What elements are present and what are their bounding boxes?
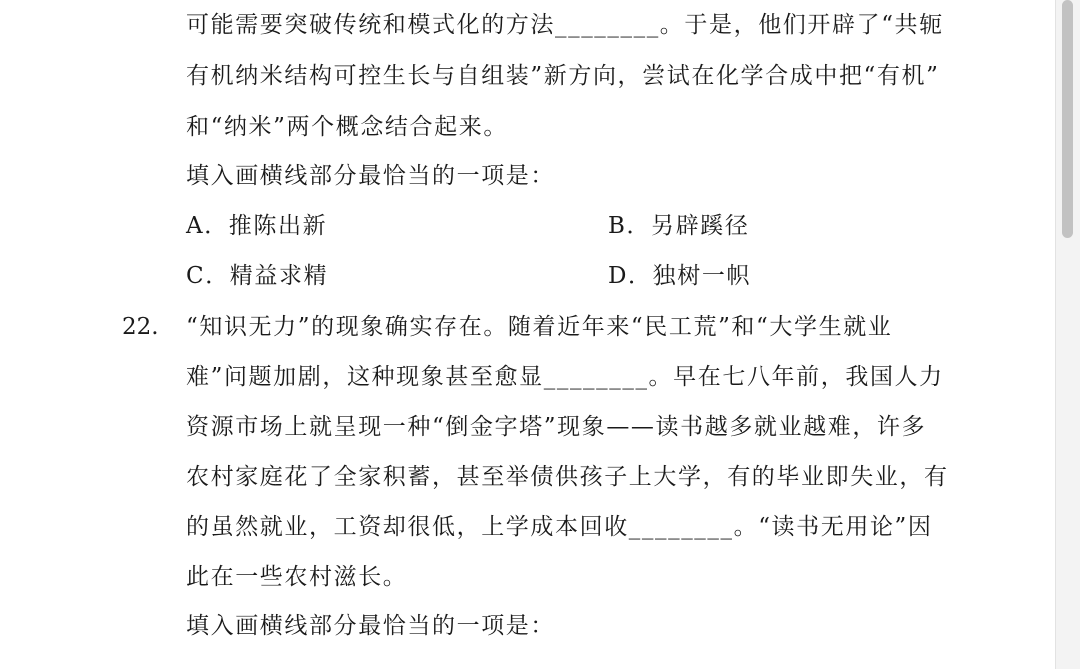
q21-option-a: A．推陈出新 <box>186 213 328 239</box>
q22-prompt: 填入画横线部分最恰当的一项是： <box>186 613 555 639</box>
scrollbar-thumb[interactable] <box>1062 0 1073 238</box>
q22-text-line-2: 难”问题加剧，这种现象甚至愈显________。早在七八年前，我国人力 <box>186 364 944 390</box>
q21-text-line-3: 和“纳米”两个概念结合起来。 <box>186 114 508 140</box>
q22-text-line-1: “知识无力”的现象确实存在。随着近年来“民工荒”和“大学生就业 <box>186 314 893 340</box>
q21-option-d: D．独树一帜 <box>608 263 752 289</box>
q21-text-line-2: 有机纳米结构可控生长与自组装”新方向，尝试在化学合成中把“有机” <box>186 63 940 89</box>
q22-text-line-3: 资源市场上就呈现一种“倒金字塔”现象——读书越多就业越难，许多 <box>186 414 927 440</box>
q22-number: 22. <box>122 314 159 340</box>
q21-prompt: 填入画横线部分最恰当的一项是： <box>186 163 555 189</box>
vertical-scrollbar[interactable] <box>1055 0 1080 669</box>
q22-text-line-4: 农村家庭花了全家积蓄，甚至举债供孩子上大学，有的毕业即失业，有 <box>186 464 949 490</box>
q21-option-c: C．精益求精 <box>186 263 329 289</box>
q22-text-line-6: 此在一些农村滋长。 <box>186 564 408 590</box>
q22-text-line-5: 的虽然就业，工资却很低，上学成本回收________。“读书无用论”因 <box>186 514 933 540</box>
q21-option-b: B．另辟蹊径 <box>608 213 750 239</box>
q21-text-line-1: 可能需要突破传统和模式化的方法________。于是，他们开辟了“共轭 <box>186 12 944 38</box>
